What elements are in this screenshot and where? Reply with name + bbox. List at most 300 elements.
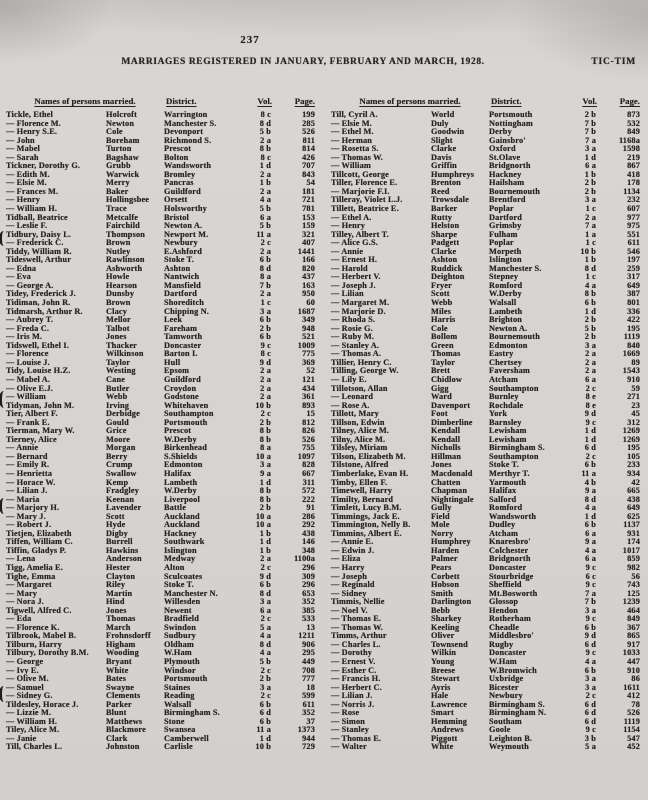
page-cell: 13 (306, 622, 315, 632)
left-column (6, 96, 317, 752)
name-cell: Tillett, Beatrice E. (331, 204, 399, 214)
vol-cell: 8 d (584, 494, 596, 504)
vol-cell: 11 a (581, 468, 596, 478)
district-cell: Newbury (164, 238, 198, 248)
vol-cell: 7 b (584, 127, 596, 137)
district-cell: Walsall (489, 298, 517, 308)
name-cell: Tilley, Albert T. (331, 229, 389, 239)
district-cell: Portsmouth (164, 674, 208, 684)
district-cell: Alton (164, 562, 185, 572)
page-cell: 1137 (623, 520, 640, 530)
page-cell: 1100a (293, 554, 315, 564)
name-cell: Tidy, Louise H.Z. (6, 366, 71, 376)
district-cell: Rochdale (489, 400, 524, 410)
district-cell: Merthyr T. (489, 468, 530, 478)
name-cell: — Noel V. (331, 605, 368, 615)
page-cell: 361 (302, 392, 315, 402)
page-cell: 1097 (297, 451, 315, 461)
vol-cell: 6 b (259, 716, 271, 726)
page-cell: 977 (627, 212, 640, 222)
vol-cell: 1 d (259, 161, 271, 171)
right-column (331, 96, 642, 752)
name-cell: — Olive E.J. (6, 383, 53, 393)
district-cell: Faversham (489, 366, 530, 376)
name-cell: — Edith M. (6, 169, 50, 179)
page-cell: 777 (302, 674, 315, 684)
vol-cell: 1 c (260, 298, 271, 308)
page-cell: 849 (627, 614, 640, 624)
page-cell: 649 (627, 280, 640, 290)
page-cell: 159 (302, 221, 315, 231)
spouse-surname-cell: Jones (431, 460, 452, 470)
district-cell: Newport M. (164, 229, 209, 239)
name-cell: — Frederick C. (6, 238, 64, 248)
district-cell: Fareham (164, 323, 198, 333)
district-cell: Leek (164, 315, 183, 325)
district-cell: Hendon (489, 605, 519, 615)
page-cell: 625 (627, 511, 640, 521)
name-cell: Tickner, Dorothy G. (6, 161, 81, 171)
spouse-surname-cell: Hale (431, 691, 449, 701)
vol-cell: 5 b (584, 323, 596, 333)
spouse-surname-cell: Fryer (431, 280, 453, 290)
page-cell: 1611 (623, 682, 640, 692)
vol-cell: 8 e (585, 392, 596, 402)
name-cell: Timilty, Bernard (331, 494, 394, 504)
district-cell: Bradfield (164, 614, 199, 624)
name-cell: — Janie (6, 733, 37, 743)
spouse-surname-cell: Boreham (106, 135, 140, 145)
spouse-surname-cell: Howle (106, 272, 130, 282)
spouse-surname-cell: Matthews (106, 716, 143, 726)
spouse-surname-cell: Hollingsbee (106, 195, 150, 205)
district-cell: Reading (164, 691, 195, 701)
district-cell: Atcham (489, 528, 519, 538)
vol-cell: 1 d (259, 537, 271, 547)
name-cell: Timmings, Jack E. (331, 511, 400, 521)
page-cell: 975 (627, 221, 640, 231)
vol-cell: 1 b (259, 178, 271, 188)
page-cell: 1269 (622, 426, 640, 436)
page-cell: 859 (627, 554, 640, 564)
spouse-surname-cell: Hester (106, 562, 131, 572)
name-cell: — Stanley (331, 725, 369, 735)
left-rows (6, 111, 317, 752)
name-cell: — Henry (331, 221, 366, 231)
name-cell: Timmington, Nelly B. (331, 520, 411, 530)
spouse-surname-cell: Gully (431, 503, 452, 513)
district-cell: Dudley (489, 520, 516, 530)
spouse-surname-cell: Derbidge (106, 409, 140, 419)
name-cell: — Lilian (331, 289, 364, 299)
page-cell: 336 (627, 306, 640, 316)
vol-cell: 7 b (584, 597, 596, 607)
name-cell: Timby, Ellen F. (331, 477, 388, 487)
vol-cell: 11 a (256, 229, 271, 239)
vol-cell: 2 b (584, 315, 596, 325)
page-cell: 910 (627, 665, 640, 675)
page-cell: 950 (302, 289, 315, 299)
name-cell: — Lilian J. (331, 691, 373, 701)
page-cell: 438 (627, 494, 640, 504)
name-cell: — Samuel (6, 682, 44, 692)
spouse-surname-cell: Nutley (106, 246, 131, 256)
district-cell: Camberwell (164, 733, 209, 743)
vol-cell: 8 b (259, 494, 271, 504)
spouse-surname-cell: Ruddick (431, 263, 463, 273)
spouse-surname-cell: Ward (431, 392, 452, 402)
spouse-surname-cell: Hyde (106, 520, 126, 530)
name-cell: Tidbury, Daisy L. (6, 229, 72, 239)
spouse-surname-cell: Brett (431, 366, 451, 376)
district-cell: Hull (164, 357, 181, 367)
vol-cell: 1 d (584, 152, 596, 162)
vol-cell: 6 b (259, 332, 271, 342)
name-cell: — Thomas W. (331, 622, 383, 632)
page-cell: 1154 (623, 725, 640, 735)
spouse-surname-cell: Kendall (431, 426, 461, 436)
name-cell: — Rhoda S. (331, 315, 376, 325)
page-cell: 1687 (297, 306, 315, 316)
page-cell: 56 (631, 571, 640, 581)
name-cell: — Charles L. (331, 639, 381, 649)
spouse-surname-cell: Berry (106, 451, 128, 461)
name-cell: — Freda C. (6, 323, 50, 333)
vol-cell: 6 d (584, 708, 596, 718)
spouse-surname-cell: Webb (431, 298, 453, 308)
district-cell: Cheadle (489, 622, 520, 632)
vol-cell: 2 c (585, 451, 596, 461)
name-cell: — Herman (331, 135, 373, 145)
page-cell: 146 (302, 537, 315, 547)
vol-cell: 9 c (585, 725, 596, 735)
vol-cell: 4 b (584, 477, 596, 487)
spouse-surname-cell: Corbett (431, 571, 460, 581)
district-cell: Ashton (164, 263, 191, 273)
spouse-surname-cell: Butler (106, 383, 130, 393)
vol-cell: 9 a (260, 468, 271, 478)
spouse-surname-cell: Jones (106, 332, 127, 342)
vol-cell: 1 a (585, 229, 596, 239)
district-cell: Poplar (489, 204, 514, 214)
page-cell: 78 (631, 699, 640, 709)
district-cell: Medway (164, 554, 196, 564)
vol-cell: 9 d (584, 631, 596, 641)
vol-cell: 2 c (585, 691, 596, 701)
district-cell: W.Ham (489, 657, 517, 666)
name-cell: — Henry S.E. (6, 127, 58, 137)
page-cell: 447 (627, 657, 640, 666)
district-cell: Bristol (164, 212, 190, 222)
vol-cell: 3 a (585, 144, 596, 154)
vol-cell: 3 a (260, 597, 271, 607)
name-cell: — Frances M. (6, 186, 59, 196)
name-cell: — Marjory H. (6, 503, 60, 513)
spouse-surname-cell: Davis (431, 152, 452, 162)
vol-cell: 8 d (259, 588, 271, 598)
page-cell: 174 (627, 537, 640, 547)
name-cell: Tiley, Alice M. (6, 725, 60, 735)
name-cell: — Rosie G. (331, 323, 373, 333)
district-cell: Prescot (164, 426, 192, 436)
vol-cell: 3 a (260, 306, 271, 316)
spouse-surname-cell: Chidlow (431, 374, 463, 384)
vol-cell: 1 c (585, 238, 596, 248)
vol-cell: 2 a (260, 246, 271, 256)
name-cell: — Horace W. (6, 477, 56, 487)
district-cell: Dartford (164, 289, 197, 299)
spouse-surname-cell: Brenton (431, 178, 461, 188)
spouse-surname-cell: Higham (106, 639, 136, 649)
district-cell: Sudbury (164, 631, 196, 641)
vol-cell: 4 a (585, 545, 596, 555)
district-cell: Yarmouth (489, 477, 527, 487)
page-cell: 1441 (297, 246, 315, 256)
spouse-surname-cell: Trowsdale (431, 195, 469, 205)
district-cell: Willesden (164, 597, 201, 607)
spouse-surname-cell: Anderson (106, 554, 142, 564)
page-cell: 407 (302, 238, 315, 248)
vol-cell: 1 d (584, 434, 596, 444)
district-cell: Pancras (164, 178, 194, 188)
vol-cell: 1 d (259, 733, 271, 743)
spouse-surname-cell: Blackmore (106, 725, 146, 735)
page-cell: 296 (302, 580, 315, 590)
spouse-surname-cell: Talbot (106, 323, 130, 333)
vol-cell: 6 a (260, 605, 271, 615)
spouse-surname-cell: Swallow (106, 468, 137, 478)
vol-cell: 6 b (584, 460, 596, 470)
district-cell: Wandsworth (489, 511, 537, 521)
spouse-surname-cell: Nicholls (431, 443, 461, 453)
surname-range-tag: TIC-TIM (591, 57, 636, 67)
district-cell: Leighton B. (489, 733, 533, 743)
name-cell: — Ernest V. (331, 657, 376, 666)
district-cell: W.Derby (489, 289, 522, 299)
spouse-surname-cell: Mole (431, 520, 450, 530)
name-cell: — Thomas E. (331, 614, 382, 624)
name-cell: — Florence K. (6, 622, 60, 632)
page-cell: 23 (631, 400, 640, 410)
page-cell: 708 (302, 665, 315, 675)
district-cell: York (489, 409, 508, 419)
scan-ink-artifact (0, 686, 9, 702)
district-cell: Hailsham (489, 178, 525, 188)
name-cell: Timmis, Nellie (331, 597, 385, 607)
vol-cell: 3 a (585, 605, 596, 615)
spouse-surname-cell: Clark (106, 733, 128, 743)
vol-cell: 3 a (585, 682, 596, 692)
index-columns (6, 96, 642, 752)
district-cell: Middlesbro' (489, 631, 534, 641)
name-cell: Tilleray, Violet L.J. (331, 195, 403, 205)
district-cell: Romford (489, 503, 523, 513)
name-cell: — Henry (6, 195, 41, 205)
page-cell: 121 (302, 374, 315, 384)
district-cell: Chertsey (489, 357, 522, 367)
name-cell: Tier, Albert F. (6, 409, 58, 419)
vol-cell: 2 a (585, 366, 596, 376)
district-cell: Manchester S. (164, 118, 217, 128)
district-cell: W.Derby (164, 434, 197, 444)
page-cell: 452 (627, 742, 640, 752)
district-cell: Brentford (489, 195, 526, 205)
name-cell: — Lena (6, 554, 36, 564)
district-cell: Stoke T. (489, 460, 519, 470)
spouse-surname-cell: Rutty (431, 212, 453, 222)
page-cell: 665 (627, 486, 640, 496)
column-header-row (331, 96, 642, 106)
district-cell: Bridgnorth (489, 161, 531, 171)
header-district: District. (166, 96, 197, 106)
vol-cell: 8 d (259, 639, 271, 649)
name-cell: Tiller, Florence E. (331, 178, 398, 188)
name-cell: — Ivy E. (6, 665, 39, 675)
vol-cell: 8 b (259, 486, 271, 496)
district-cell: Manchester S. (489, 263, 542, 273)
page-cell: 910 (627, 374, 640, 384)
name-cell: — Leonard (331, 392, 374, 402)
page-cell: 521 (302, 332, 315, 342)
name-cell: — Iris M. (6, 332, 43, 342)
vol-cell: 4 a (585, 503, 596, 513)
district-cell: Windsor (164, 665, 196, 675)
page-cell: 125 (627, 588, 640, 598)
spouse-surname-cell: March (106, 622, 131, 632)
spouse-surname-cell: Fradgley (106, 486, 139, 496)
vol-cell: 4 a (585, 657, 596, 666)
name-cell: — Louise J. (6, 357, 50, 367)
name-cell: — Emily R. (6, 460, 50, 470)
name-cell: — Ethel A. (331, 212, 372, 222)
spouse-surname-cell: Scott (431, 289, 450, 299)
name-cell: Tilsley, Miriam (331, 443, 388, 453)
spouse-surname-cell: Hawkins (106, 545, 139, 555)
district-cell: Edmonton (489, 340, 528, 350)
header-district: District. (491, 96, 522, 106)
name-cell: Tigwell, Alfred C. (6, 605, 72, 615)
header-vol: Vol. (257, 96, 272, 106)
page-cell: 551 (627, 229, 640, 239)
spouse-surname-cell: Hearson (106, 280, 138, 290)
page-cell: 934 (627, 468, 640, 478)
spouse-surname-cell: Bryant (106, 657, 132, 666)
vol-cell: 10 b (255, 742, 271, 752)
spouse-surname-cell: World (431, 110, 455, 119)
spouse-surname-cell: Humphreys (431, 169, 475, 179)
spouse-surname-cell: Davenport (431, 400, 471, 410)
district-cell: Birmingham S. (164, 708, 220, 718)
page-cell: 259 (627, 263, 640, 273)
vol-cell: 10 a (255, 511, 271, 521)
page-cell: 526 (302, 127, 315, 137)
district-cell: Godstone (164, 392, 199, 402)
page-cell: 801 (627, 298, 640, 308)
district-cell: Hackney (164, 528, 197, 538)
page-cell: 1033 (622, 648, 640, 658)
vol-cell: 6 b (259, 255, 271, 265)
spouse-surname-cell: Martin (106, 588, 133, 598)
header-names: Names of persons married. (34, 96, 136, 106)
scan-ink-artifact (0, 498, 9, 514)
vol-cell: 2 b (259, 417, 271, 427)
name-cell: Tilney, Alice M. (331, 426, 390, 436)
vol-cell: 7 a (585, 588, 596, 598)
district-cell: Birmingham N. (489, 708, 547, 718)
name-cell: — Joseph J. (331, 280, 376, 290)
spouse-surname-cell: Smith (431, 588, 453, 598)
vol-cell: 2 c (260, 691, 271, 701)
page-cell: 42 (631, 477, 640, 487)
district-cell: Poplar (489, 238, 514, 248)
name-cell: — Thomas A. (331, 349, 382, 359)
page-cell: 181 (302, 186, 315, 196)
spouse-surname-cell: Duly (431, 118, 449, 128)
district-cell: Sculcoates (164, 571, 203, 581)
district-cell: Salford (489, 494, 517, 504)
district-cell: Islington (489, 255, 522, 265)
district-cell: Plymouth (164, 657, 200, 666)
name-cell: — Eva (6, 272, 31, 282)
vol-cell: 8 d (584, 263, 596, 273)
name-cell: — Harold (331, 263, 368, 273)
spouse-surname-cell: Helston (431, 221, 460, 231)
spouse-surname-cell: Brown (106, 298, 131, 308)
vol-cell: 2 a (260, 554, 271, 564)
name-cell: — Sidney G. (6, 691, 53, 701)
page-cell: 781 (302, 204, 315, 214)
district-cell: Doncaster (164, 340, 202, 350)
district-cell: Bournemouth (489, 186, 540, 196)
name-cell: Timmins, Albert E. (331, 528, 402, 538)
vol-cell: 9 c (585, 562, 596, 572)
district-cell: Portsmouth (489, 110, 533, 119)
spouse-surname-cell: Ashton (431, 255, 458, 265)
page-cell: 464 (627, 605, 640, 615)
name-cell: — Joseph (331, 571, 368, 581)
district-cell: Oldham (164, 639, 194, 649)
district-cell: E.Ashford (164, 246, 203, 256)
spouse-surname-cell: Ashworth (106, 263, 143, 273)
spouse-surname-cell: Blunt (106, 708, 127, 718)
name-cell: Tilbrook, Mabel B. (6, 631, 77, 641)
district-cell: Battle (164, 503, 187, 513)
name-cell: Tierney, Alice (6, 434, 57, 444)
page-cell: 197 (627, 255, 640, 265)
vol-cell: 2 a (260, 186, 271, 196)
district-cell: Burnley (489, 392, 519, 402)
vol-cell: 9 c (585, 614, 596, 624)
page-cell: 1168a (618, 135, 640, 145)
name-cell: — Thomas E. (331, 733, 382, 743)
page-cell: 982 (627, 562, 640, 572)
spouse-surname-cell: Palmer (431, 554, 458, 564)
district-cell: Orsett (164, 195, 188, 205)
vol-cell: 4 a (260, 648, 271, 658)
name-cell: Tillier, Henry C. (331, 357, 392, 367)
spouse-surname-cell: Slight (431, 135, 453, 145)
district-cell: Tamworth (164, 332, 203, 342)
name-cell: — Lilian J. (6, 486, 48, 496)
page-cell: 352 (302, 597, 315, 607)
page-cell: 312 (627, 417, 640, 427)
district-cell: Bromley (164, 169, 196, 179)
district-cell: Liverpool (164, 494, 200, 504)
name-cell: — Elsie M. (331, 118, 372, 128)
spouse-surname-cell: Humphrey (431, 537, 471, 547)
district-cell: Carlisle (164, 742, 193, 752)
vol-cell: 10 b (255, 400, 271, 410)
